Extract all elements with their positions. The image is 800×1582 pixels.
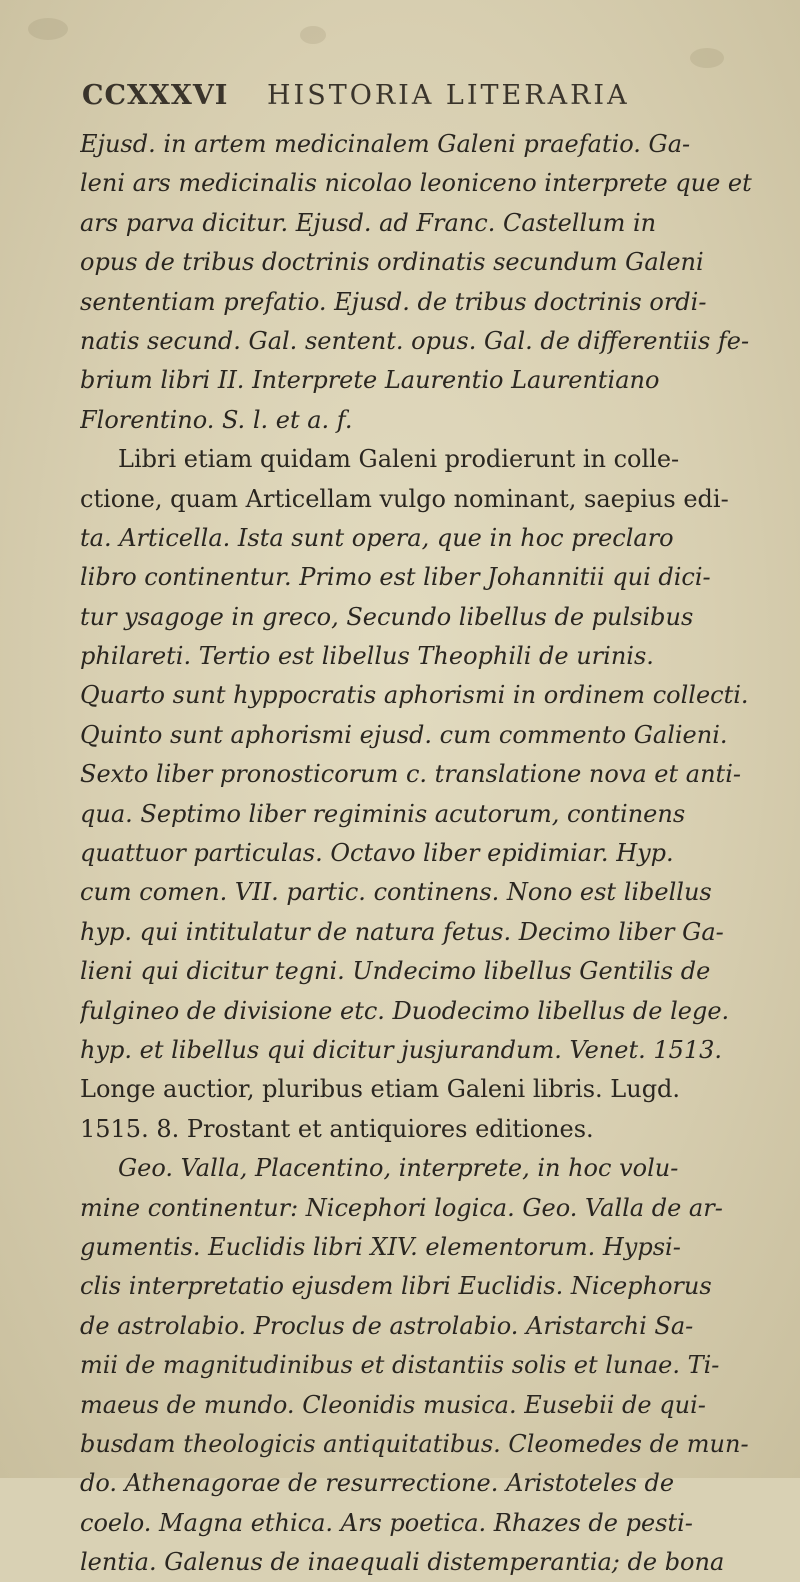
text-line: hyp. et libellus qui dicitur jusjurandum. Venet. 1513. [80,1035,723,1064]
text-line: brium libri II. Interprete Laurentio Laurentiano [80,366,660,395]
text-line: coelo. Magna ethica. Ars poetica. Rhazes de pesti- [80,1508,693,1537]
text-line: tur ysagoge in greco, Secundo libellus de pulsibus [80,602,694,631]
text-line: natis secund. Gal. sentent. opus. Gal. de differentiis fe- [80,326,750,355]
running-head [82,80,722,124]
text-line: quattuor particulas. Octavo liber epidimiar. Hyp. [80,839,674,868]
text-line: clis interpretatio ejusdem libri Euclidis. Nicephorus [80,1272,712,1301]
text-body [80,125,770,1582]
running-title: HISTORIA LITERARIA [267,80,630,111]
text-line: qua. Septimo liber regiminis acutorum, continens [80,799,686,828]
text-line: mii de magnitudinibus et distantiis solis et lunae. Ti- [80,1351,720,1380]
text-line: ars parva dicitur. Ejusd. ad Franc. Castellum in [80,208,657,237]
text-line: lentia. Galenus de inaequali distemperantia; de bona [80,1548,725,1577]
text-line: de astrolabio. Proclus de astrolabio. Aristarchi Sa- [80,1311,694,1340]
text-line: ctione, quam Articellam vulgo nominant, saepius edi- [80,484,729,513]
text-line: sententiam prefatio. Ejusd. de tribus doctrinis ordi- [80,287,707,316]
text-line: mine continentur: Nicephori logica. Geo. Valla de ar- [80,1193,723,1222]
text-line: 1515. 8. Prostant et antiquiores editiones. [80,1114,594,1143]
text-line: Sexto liber pronosticorum c. translatione nova et anti- [80,760,741,789]
text-line: Quinto sunt aphorismi ejusd. cum commento Galieni. [80,720,728,749]
text-line: hyp. qui intitulatur de natura fetus. Decimo liber Ga- [80,917,724,946]
text-line: philareti. Tertio est libellus Theophili de urinis. [80,642,654,671]
text-line: libro continentur. Primo est liber Johannitii qui dici- [80,563,711,592]
text-line: Ejusd. in artem medicinalem Galeni praefatio. Ga- [80,130,691,158]
page-number: CCXXXVI [82,80,229,111]
text-line: Quarto sunt hyppocratis aphorismi in ordinem collecti. [80,681,749,710]
foxing-spot [690,48,724,68]
foxing-spot [28,18,68,40]
text-line: opus de tribus doctrinis ordinatis secundum Galeni [80,248,704,277]
text-line: maeus de mundo. Cleonidis musica. Eusebii de qui- [80,1390,706,1419]
foxing-spot [300,26,326,44]
text-line: Geo. Valla, Placentino, interprete, in hoc volu- [118,1154,679,1183]
text-line: Florentino. S. l. et a. f. [80,405,353,434]
text-line: do. Athenagorae de resurrectione. Aristoteles de [80,1469,675,1498]
text-line: leni ars medicinalis nicolao leoniceno interprete que et [80,169,752,198]
text-line: fulgineo de divisione etc. Duodecimo libellus de lege. [80,996,730,1025]
text-line: busdam theologicis antiquitatibus. Cleomedes de mun- [80,1429,749,1458]
text-line: ta. Articella. Ista sunt opera, que in hoc preclaro [80,523,674,552]
text-line: cum comen. VII. partic. continens. Nono est libellus [80,878,712,907]
text-line: lieni qui dicitur tegni. Undecimo libellus Gentilis de [80,957,711,986]
text-line: Longe auctior, pluribus etiam Galeni libris. Lugd. [80,1075,681,1104]
text-line: gumentis. Euclidis libri XIV. elementorum. Hypsi- [80,1232,681,1261]
text-line: Libri etiam quidam Galeni prodierunt in colle- [118,445,680,474]
